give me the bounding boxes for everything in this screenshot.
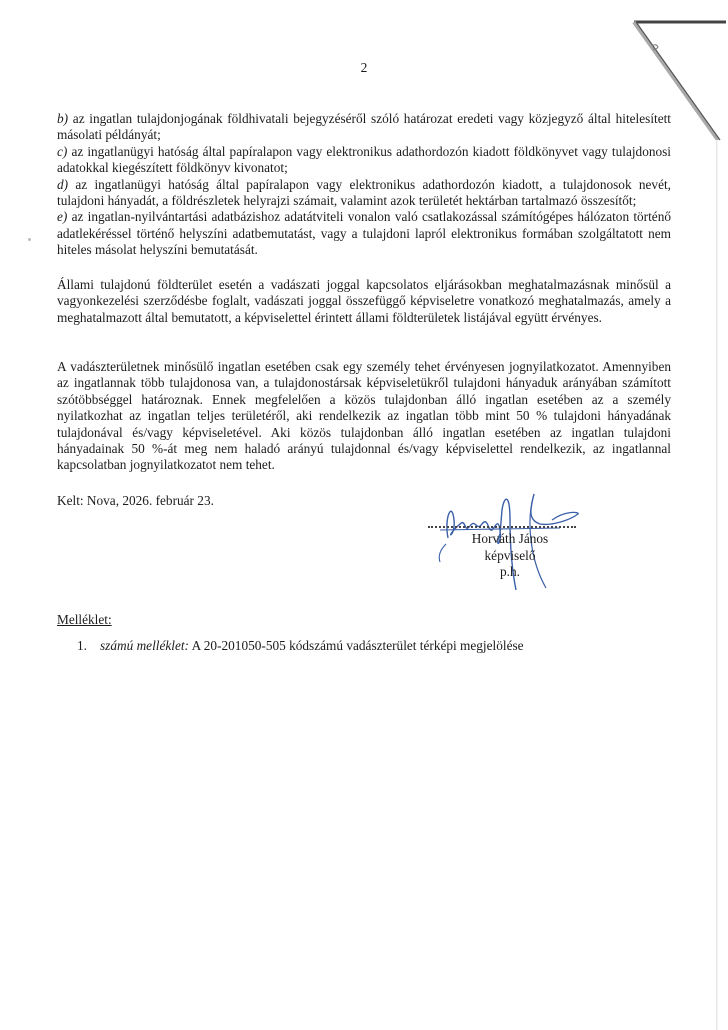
stamp-placeholder: p.h.	[500, 564, 520, 579]
page-number: 2	[360, 60, 368, 75]
list-item-e: e) az ingatlan-nyilvántartási adatbázishoz adatátviteli vonalon való csatlakozással számítógépes hálózaton történő adatlekéréssel történő helyszíni adatbemutatást, vagy a tulajdoni lapról elektronikus formában szolgáltatott nem hiteles másolat helyszíni bemutatását.	[57, 209, 671, 258]
page-edge-shadow	[716, 140, 718, 1030]
list-item-d: d) az ingatlanügyi hatóság által papíralapon vagy elektronikus adathordozón kiadott, a tulajdonosok nevét, tulajdoni hányadát, a földrészletek helyrajzi számait, valamint azok területét hektárban tartalmazó összesítőt;	[57, 176, 672, 209]
date-place-line: Kelt: Nova, 2026. február 23.	[57, 493, 214, 508]
signatory-role: képviselő	[484, 547, 536, 563]
list-item-c: c) az ingatlanügyi hatóság által papíralapon vagy elektronikus adathordozón kiadott földkönyvet vagy tulajdonosi adatokkal kiegészített földkönyv kivonatot;	[57, 143, 672, 176]
annex-item: 1. számú melléklet: A 20-201050-505 kódszámú vadászterület térképi megjelölése	[77, 638, 524, 653]
signature-block	[440, 531, 580, 581]
list-item-b: b) az ingatlan tulajdonjogának földhivatali bejegyzéséről szóló határozat eredeti vagy közjegyző által hitelesített másolati példányát;	[57, 111, 671, 143]
page-fold-corner-icon	[600, 0, 728, 150]
signature-line	[428, 526, 576, 528]
annex-heading: Melléklet:	[57, 612, 112, 627]
signatory-name: Horváth János	[471, 531, 549, 546]
scan-speck	[28, 238, 31, 241]
paragraph-state-land: Állami tulajdonú földterület esetén a vadászati joggal kapcsolatos eljárásokban meghatalmazásnak minősül a vagyonkezelési szerződésbe foglalt, vadászati joggal összefüggő képviseletre vonatkozó meghatalmazás, amely a meghatalmazott által bemutatott, a képviselettel érintett állami földterületek listájával együtt érvényes.	[57, 277, 671, 325]
paragraph-hunting-area: A vadászterületnek minősülő ingatlan esetében csak egy személy tehet érvényesen jognyilatkozatot. Amennyiben az ingatlannak több tulajdonosa van, a tulajdonostársak képviseletükről tulajdoni hányaduk arányában számított szótöbbséggel határoznak. Ennek megfelelően a közös tulajdonban álló ingatlan esetében az a személy nyilatkozhat az ingatlan teljes területéről, aki rendelkezik az ingatlan több mint 50 % tulajdoni hányadának tulajdonával és/vagy képviseletével. Aki közös tulajdonban álló ingatlan esetében az ingatlan tulajdoni hányadainak 50 %-át meg nem haladó arányú tulajdonnal és/vagy képviselettel rendelkezik, az ingatlannal kapcsolatban jognyilatkozatot nem tehet.	[57, 359, 671, 473]
document-list	[57, 111, 671, 259]
